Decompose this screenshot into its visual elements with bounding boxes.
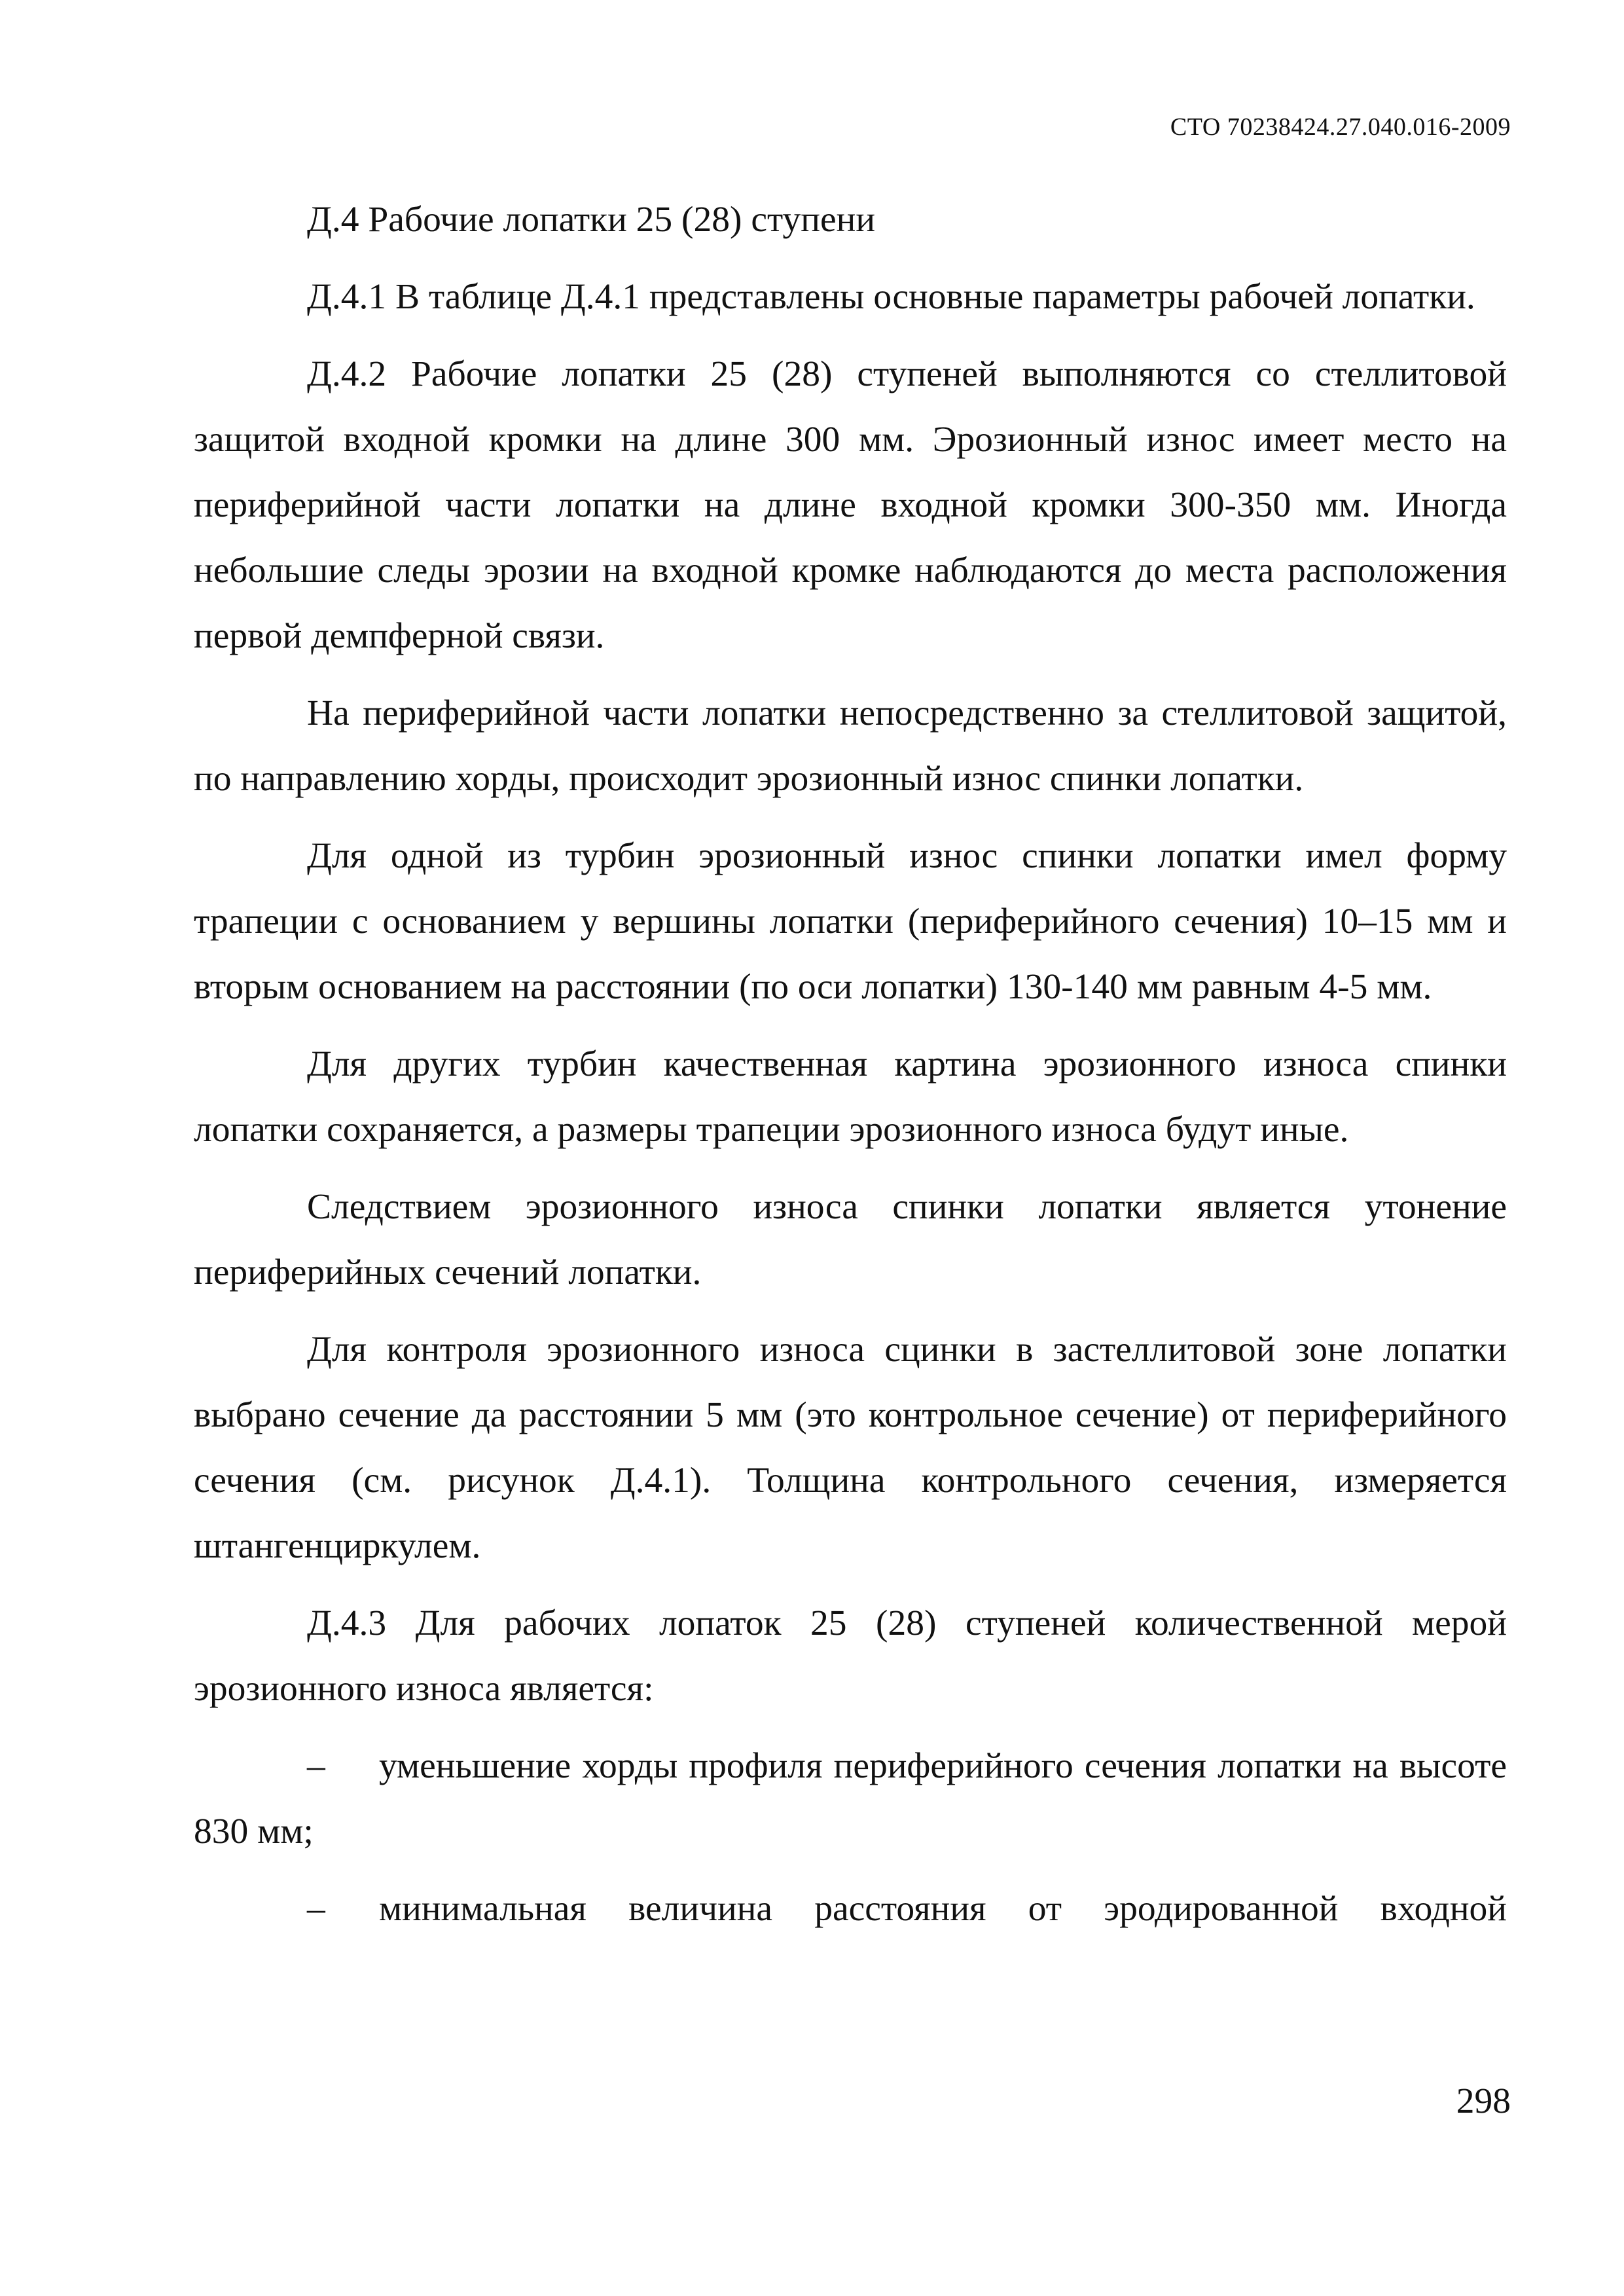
list-dash: –	[307, 1889, 325, 1929]
list-dash: –	[307, 1746, 325, 1786]
paragraph-peripheral-wear: На периферийной части лопатки непосредственно за стеллитовой защитой, по направлению хорды, происходит эрозионный износ спинки лопатки.	[194, 693, 1507, 799]
paragraph-thinning: Следствием эрозионного износа спинки лопатки является утонение периферийных сечений лопатки.	[194, 1187, 1507, 1292]
list-item-text: минимальная величина расстояния от эродированной входной	[379, 1889, 1507, 1929]
list-item-text: уменьшение хорды профиля периферийного сечения лопатки на высоте 830 мм;	[194, 1746, 1507, 1851]
page-number: 298	[1456, 2081, 1511, 2121]
section-heading: Д.4 Рабочие лопатки 25 (28) ступени	[307, 200, 876, 240]
document-code-header: СТО 70238424.27.040.016-2009	[1170, 113, 1511, 141]
list-item	[194, 1876, 1507, 1942]
paragraph-control-section: Для контроля эрозионного износа сцинки в застеллитовой зоне лопатки выбрано сечение да расстоянии 5 мм (это контрольное сечение) от периферийного сечения (см. рисунок Д.4.1). Толщина контрольного сечения, измеряется штангенциркулем.	[194, 1330, 1507, 1566]
paragraph-other-turbines: Для других турбин качественная картина эрозионного износа спинки лопатки сохраняется, а размеры трапеции эрозионного износа будут иные.	[194, 1044, 1507, 1150]
page-body	[194, 187, 1507, 1954]
paragraph-trapezoid-wear: Для одной из турбин эрозионный износ спинки лопатки имел форму трапеции с основанием у вершины лопатки (периферийного сечения) 10–15 мм и вторым основанием на расстоянии (по оси лопатки) 130-140 мм равным 4-5 мм.	[194, 836, 1507, 1007]
paragraph-d42: Д.4.2 Рабочие лопатки 25 (28) ступеней выполняются со стеллитовой защитой входной кромки на длине 300 мм. Эрозионный износ имеет место на периферийной части лопатки на длине входной кромки 300-350 мм. Иногда небольшие следы эрозии на входной кромке наблюдаются до места расположения первой демпферной связи.	[194, 354, 1507, 656]
list-item	[194, 1734, 1507, 1865]
paragraph-d43: Д.4.3 Для рабочих лопаток 25 (28) ступеней количественной мерой эрозионного износа является:	[194, 1603, 1507, 1709]
paragraph-d41: Д.4.1 В таблице Д.4.1 представлены основные параметры рабочей лопатки.	[307, 277, 1475, 317]
